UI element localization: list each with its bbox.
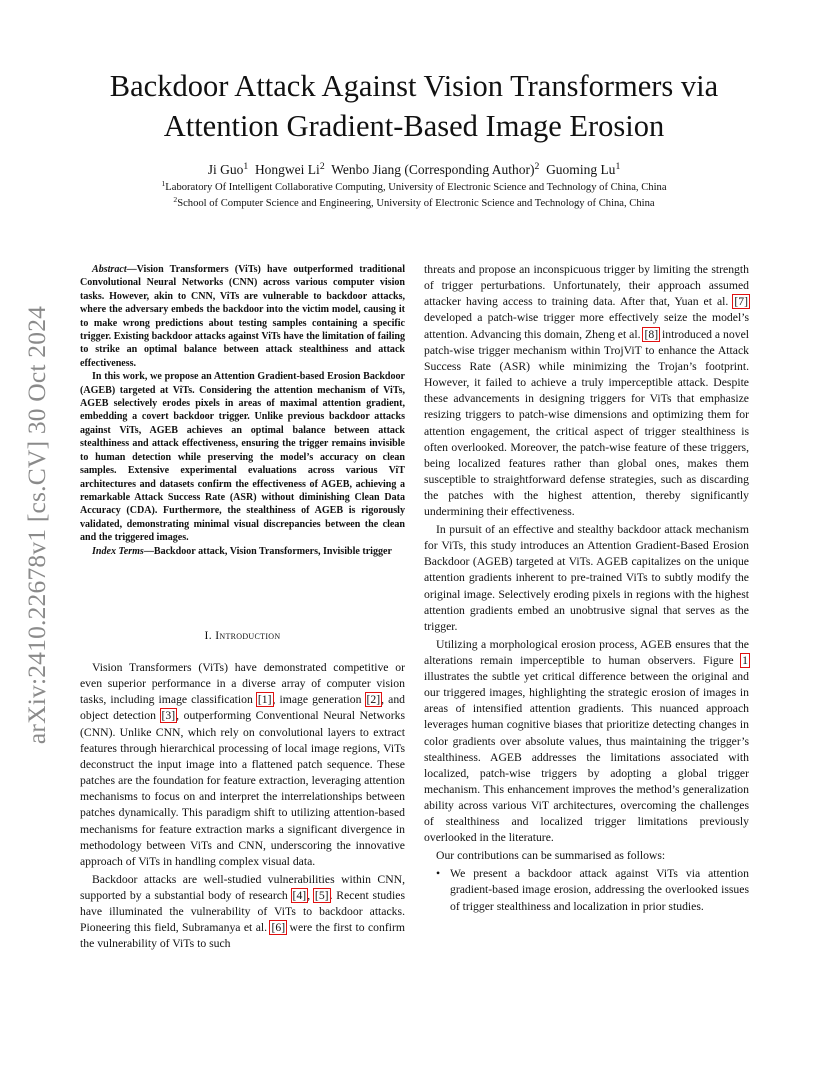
citation-link[interactable]: [ 7 ] <box>733 295 749 308</box>
author-aff-mark: 1 <box>615 161 621 173</box>
body-text: , image generation <box>272 693 366 707</box>
body-paragraph <box>80 872 405 953</box>
left-column <box>80 660 405 954</box>
index-terms-text: —Backdoor attack, Vision Transformers, Invisible trigger <box>143 545 392 557</box>
affiliation-mark: 2 <box>173 195 178 205</box>
bullet-text: We present a backdoor attack against ViTs via attention gradient-based image erosion, addressing the overlooked issues of trigger stealthiness and localization in prior studies. <box>450 867 749 913</box>
author-aff-mark: 2 <box>319 161 325 173</box>
author-name: Hongwei Li <box>254 162 320 177</box>
body-text: illustrates the subtle yet critical difference between the original and our triggered images, highlighting the strategic erosion of images in areas of intensified attention gradients. This nuanced approach leverages human cognitive biases that prioritize detecting changes in color gradients over absolute values, thus maintaining the trigger’s stealthiness. AGEB addresses the limitations associated with localized, patch-wise triggers by adopting a global trigger mechanism. This enhancement improves the method’s generalization ability across various ViT architectures, overcoming the challenges of stealthiness and localized trigger limitations previously overlooked in the literature. <box>424 669 749 845</box>
body-text: . Recent studies have illuminated the vulnerability of ViTs to backdoor attacks. Pioneering this field, Subramanya et al. <box>80 888 405 934</box>
affiliation-text: Laboratory Of Intelligent Collaborative Computing, University of Electronic Science and Technology of China, China <box>165 182 667 193</box>
citation-link[interactable]: [ 6 ] <box>270 921 286 934</box>
body-paragraph <box>424 848 749 864</box>
bullet-dot-icon: • <box>436 867 441 881</box>
paper-title: Backdoor Attack Against Vision Transformers via Attention Gradient-Based Image Erosion <box>109 69 719 143</box>
index-terms <box>80 545 405 558</box>
citation-link[interactable]: [ 3 ] <box>161 709 177 722</box>
body-text: , and object detection <box>80 693 406 723</box>
citation-link[interactable]: [ 8 ] <box>643 328 659 341</box>
citation-link[interactable]: [ 4 ] <box>292 889 308 902</box>
figure-link[interactable]: 1 <box>742 653 748 667</box>
arxiv-side-stamp <box>20 290 54 760</box>
section-heading <box>80 629 405 642</box>
affiliation <box>60 179 768 193</box>
body-text: threats and propose an inconspicuous trigger by limiting the strength of trigger perturbations. Unfortunately, their approach assumed attacker having access to training data. After that, Yuan et al. <box>424 263 749 309</box>
abstract-text: In this work, we propose an Attention Gradient-based Erosion Backdoor (AGEB) targeted at ViTs. Considering the attention mechanism of ViTs, AGEB selectively erodes pixels in areas of maximal attention gradient, embedding a covert backdoor trigger. Unlike previous backdoor attacks against ViTs, AGEB achieves an optimal balance between attack stealthiness and attack effectiveness, ensuring the trigger remains invisible to human detection while preserving the model’s accuracy on clean samples. Extensive experimental evaluations across various ViT architectures and datasets confirm the effectiveness of AGEB, achieving a remarkable Attack Success Rate (ASR) without diminishing Clean Data Accuracy (CDA). Furthermore, the stealthiness of AGEB is rigorously validated, demonstrating minimal visual discrepancies between the clean and the triggered images. <box>80 371 405 544</box>
body-text: In pursuit of an effective and stealthy backdoor attack mechanism for ViTs, this study introduces an Attention Gradient-Based Erosion Backdoor (AGEB) targeted at ViTs. AGEB capitalizes on the unique attention gradients inherent to pre-trained ViTs to subtly modify the original image. Selectively eroding pixels in regions with the highest attention gradients embed an unobtrusive signal that serves as the trigger. <box>424 523 749 633</box>
affiliation-text: School of Computer Science and Engineering, University of Electronic Science and Technology of China, China <box>177 198 655 209</box>
citation-link[interactable]: [ 2 ] <box>366 693 382 706</box>
affiliation <box>60 195 768 209</box>
body-paragraph <box>424 522 749 635</box>
body-text: introduced a novel patch-wise trigger mechanism within TrojViT to enhance the Attack Success Rate (ASR) while minimizing the Trojan’s footprint. However, it failed to achieve a truly imperceptible attack. Despite these advancements in designing triggers for ViTs that emphasize resizing triggers to patch-wise dimensions and optimizing them for attention engagement, the critical aspect of trigger stealthiness is often overlooked. Moreover, the patch-wise feature of these triggers, being localized features rather than global ones, makes them susceptible to straightforward defense strategies, such as discarding the patches with the highest attention, thereby significantly undermining their effectiveness. <box>424 327 749 519</box>
body-text: Utilizing a morphological erosion process, AGEB ensures that the alterations remain imperceptible to human observers. Figure <box>424 637 749 667</box>
citation-link[interactable]: [ 5 ] <box>314 889 330 902</box>
contribution-bullet <box>424 866 749 914</box>
body-paragraph <box>424 262 749 521</box>
author-aff-mark: 1 <box>243 161 249 173</box>
body-text: developed a patch-wise trigger more effectively seize the model’s attention. Advancing this domain, Zheng et al. <box>424 311 749 341</box>
arxiv-id: arXiv:2410.22678v1 [cs.CV] 30 Oct 2024 <box>22 305 51 745</box>
body-text: Our contributions can be summarised as follows: <box>436 849 666 863</box>
abstract-label: Abstract <box>92 264 127 275</box>
author-aff-mark: 2 <box>534 161 540 173</box>
body-text: Backdoor attacks are well-studied vulnerabilities within CNN, supported by a substantial body of research <box>80 872 405 902</box>
abstract-paragraph <box>80 263 405 370</box>
body-text: Vision Transformers (ViTs) have demonstrated competitive or even superior performance in a diverse array of computer vision tasks, including image classification <box>80 661 405 707</box>
author-name: Ji Guo <box>207 162 244 177</box>
index-terms-label: Index Terms <box>92 545 144 557</box>
author-name: Wenbo Jiang (Corresponding Author) <box>331 162 535 177</box>
right-column <box>424 262 749 915</box>
body-paragraph <box>424 637 749 847</box>
body-text: , outperforming Conventional Neural Networks (CNN). Unlike CNN, which rely on convolutional layers to extract features through hierarchical processing of local image regions, ViTs deconstruct the input image into a flattened patch sequence. These patches are the foundation for feature extraction, leveraging attention mechanisms to focus on and interpret the interrelationships between patches dynamically. This paradigm shift to utilizing attention-based mechanisms for feature extraction marks a significant divergence in methodology between ViTs and CNN, underscoring the innovative approach of ViTs in handling complex visual data. <box>80 709 405 868</box>
affiliation-mark: 1 <box>161 179 166 189</box>
author-list <box>60 162 768 178</box>
section-numeral: I. <box>204 629 212 642</box>
body-paragraph <box>80 660 405 870</box>
body-text: , <box>307 888 314 902</box>
abstract-text: —Vision Transformers (ViTs) have outperformed traditional Convolutional Neural Networks (CNN) across various computer vision tasks. However, akin to CNN, ViTs are vulnerable to backdoor attacks, where the adversary embeds the backdoor into the victim model, causing it to make wrong predictions about testing samples containing a specific trigger. Existing backdoor attacks against ViTs have the limitation of failing to strike an optimal balance between attack stealthiness and attack effectiveness. <box>80 264 405 369</box>
abstract <box>80 263 405 558</box>
citation-link[interactable]: [ 1 ] <box>257 693 273 706</box>
section-title: Introduction <box>215 629 281 642</box>
abstract-paragraph <box>80 370 405 544</box>
author-name: Guoming Lu <box>546 162 616 177</box>
body-text: were the first to confirm the vulnerability of ViTs to such <box>80 921 405 951</box>
